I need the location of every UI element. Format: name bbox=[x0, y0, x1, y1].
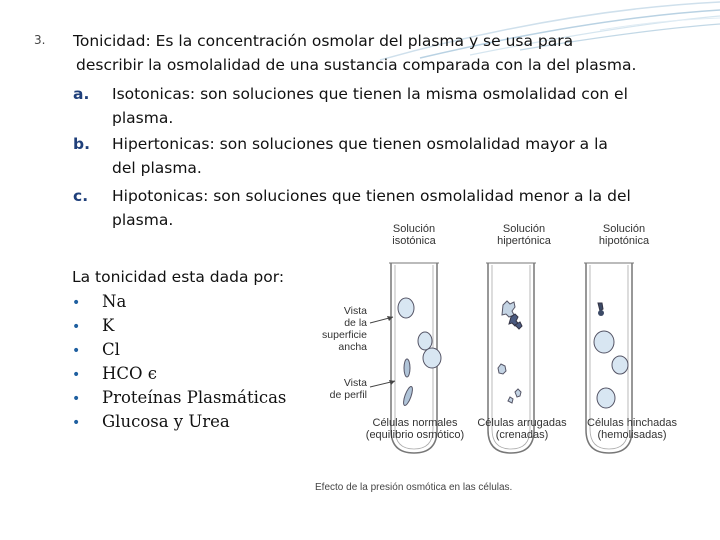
caption-line-2: (crenadas) bbox=[495, 429, 549, 441]
label-line: ancha bbox=[338, 341, 367, 353]
tubes-illustration bbox=[293, 205, 698, 501]
subitem-text-line-2: plasma. bbox=[112, 109, 174, 127]
ion-label: Proteínas Plasmáticas bbox=[102, 388, 287, 407]
list-item bbox=[72, 314, 286, 338]
tube-title-hypotonic bbox=[586, 223, 662, 247]
ion-label: Glucosa y Urea bbox=[102, 412, 230, 431]
list-item bbox=[72, 386, 286, 410]
ion-label: Cl bbox=[102, 340, 120, 359]
tube-title-line-1: Solución bbox=[392, 223, 436, 235]
caption-line-2: (equilibrio osmótico) bbox=[365, 429, 465, 441]
label-line: superficie bbox=[322, 329, 367, 341]
subitem-text-line-1: Hipotonicas: son soluciones que tienen osmolalidad menor a la del bbox=[112, 187, 631, 205]
caption-line-1: Células hinchadas bbox=[587, 417, 677, 429]
subitem-text-line-2: del plasma. bbox=[112, 159, 202, 177]
tonicity-heading: La tonicidad esta dada por: bbox=[72, 268, 285, 286]
caption-line-1: Células normales bbox=[372, 417, 458, 429]
figure-caption: Efecto de la presión osmótica en las células. bbox=[315, 482, 513, 493]
tube-title-isotonic bbox=[379, 223, 449, 247]
list-item bbox=[72, 410, 286, 434]
subitem-letter: b. bbox=[73, 135, 90, 153]
osmosis-figure bbox=[293, 205, 698, 501]
subitem-text-line-1: Isotonicas: son soluciones que tienen la misma osmolalidad con el bbox=[112, 85, 628, 103]
label-line: Vista bbox=[343, 305, 367, 317]
ion-label: HCO є bbox=[102, 364, 158, 383]
subitem-letter: c. bbox=[73, 187, 89, 205]
subitem-text-line-1: Hipertonicas: son soluciones que tienen osmolalidad mayor a la bbox=[112, 135, 608, 153]
tube-caption-isotonic bbox=[359, 417, 471, 441]
ion-label: K bbox=[102, 316, 115, 335]
label-line: Vista bbox=[343, 377, 367, 389]
bullet-icon: • bbox=[72, 319, 81, 335]
ion-label: Na bbox=[102, 292, 127, 311]
paragraph-line-2: describir la osmolalidad de una sustancia comparada con la del plasma. bbox=[76, 56, 637, 74]
label-wide-view bbox=[313, 305, 367, 353]
label-line: de la bbox=[344, 317, 367, 329]
swollen-cells bbox=[594, 303, 628, 408]
subitem-letter: a. bbox=[73, 85, 90, 103]
tube-caption-hypertonic bbox=[469, 417, 575, 441]
list-item bbox=[72, 362, 286, 386]
tube-title-line-2: isotónica bbox=[392, 235, 436, 247]
subitem-text-line-2: plasma. bbox=[112, 211, 174, 229]
normal-cells bbox=[398, 298, 441, 406]
bullet-icon: • bbox=[72, 367, 81, 383]
tube-caption-hypotonic bbox=[577, 417, 687, 441]
tube-title-line-2: hipotónica bbox=[598, 235, 650, 247]
bullet-icon: • bbox=[72, 415, 81, 431]
paragraph-line-1: Tonicidad: Es la concentración osmolar del plasma y se usa para bbox=[73, 32, 574, 50]
tube-title-hypertonic bbox=[486, 223, 562, 247]
list-item-number: 3. bbox=[34, 33, 46, 47]
crenated-cells bbox=[498, 301, 522, 403]
label-profile-view bbox=[313, 377, 367, 401]
bullet-icon: • bbox=[72, 391, 81, 407]
label-line: de perfil bbox=[329, 389, 367, 401]
tube-title-line-1: Solución bbox=[602, 223, 646, 235]
bullet-icon: • bbox=[72, 295, 81, 311]
tube-title-line-2: hipertónica bbox=[497, 235, 551, 247]
caption-line-1: Células arrugadas bbox=[477, 417, 567, 429]
ion-list bbox=[72, 290, 286, 434]
list-item bbox=[72, 338, 286, 362]
caption-line-2: (hemolisadas) bbox=[597, 429, 667, 441]
tube-title-line-1: Solución bbox=[502, 223, 546, 235]
bullet-icon: • bbox=[72, 343, 81, 359]
list-item bbox=[72, 290, 286, 314]
